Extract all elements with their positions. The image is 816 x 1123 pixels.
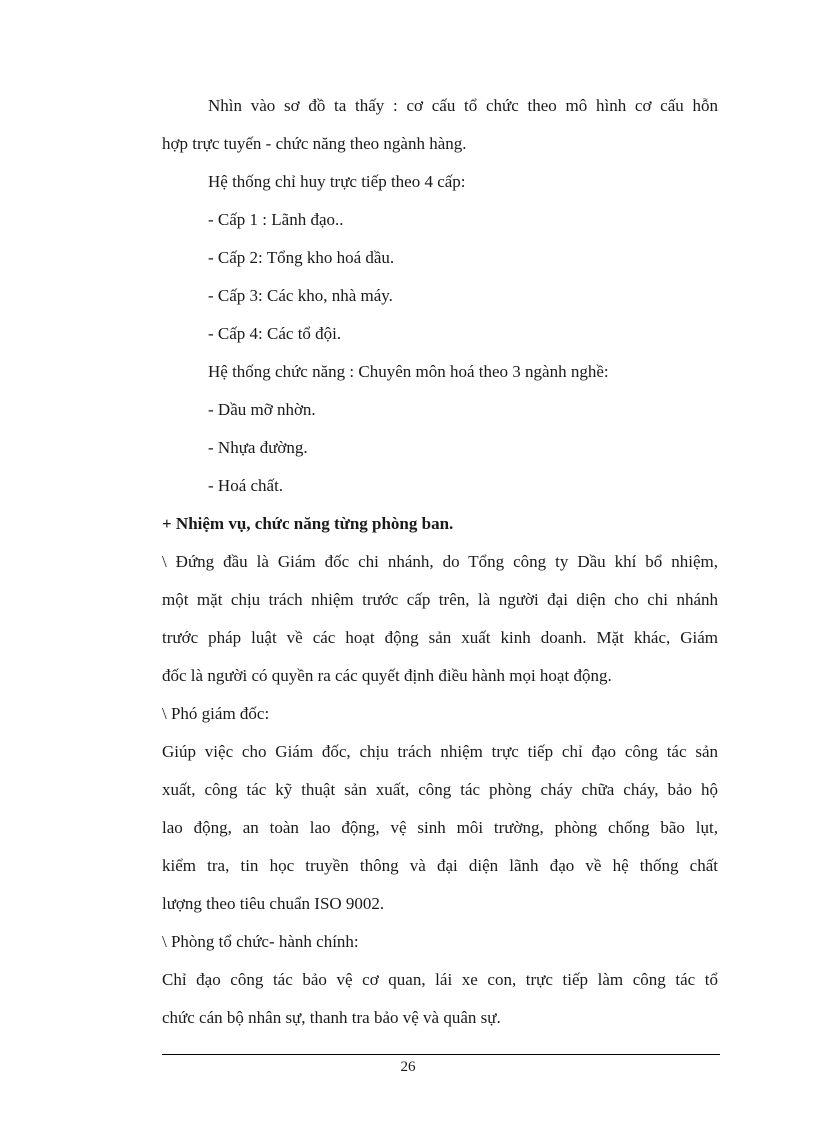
- level-item-3: - Cấp 3: Các kho, nhà máy.: [208, 286, 393, 305]
- footer-rule: [162, 1054, 720, 1055]
- level-item-1: - Cấp 1 : Lãnh đạo..: [208, 210, 344, 229]
- admin-paragraph-line-2: chức cán bộ nhân sự, thanh tra bảo vệ và quân sự.: [162, 1008, 501, 1027]
- deputy-paragraph-line-1: Giúp việc cho Giám đốc, chịu trách nhiệm trực tiếp chỉ đạo công tác sản: [162, 742, 718, 761]
- deputy-heading: \ Phó giám đốc:: [162, 704, 270, 723]
- section-heading: + Nhiệm vụ, chức năng từng phòng ban.: [162, 514, 454, 533]
- structure-intro-line-2: hợp trực tuyến - chức năng theo ngành hàng.: [162, 134, 467, 153]
- director-paragraph-line-4: đốc là người có quyền ra các quyết định điều hành mọi hoạt động.: [162, 666, 612, 685]
- command-heading: Hệ thống chỉ huy trực tiếp theo 4 cấp:: [208, 172, 466, 191]
- deputy-paragraph-line-4: kiểm tra, tin học truyền thông và đại diện lãnh đạo về hệ thống chất: [162, 856, 718, 875]
- admin-paragraph-line-1: Chỉ đạo công tác bảo vệ cơ quan, lái xe con, trực tiếp làm công tác tổ: [162, 970, 718, 989]
- function-heading: Hệ thống chức năng : Chuyên môn hoá theo 3 ngành nghề:: [208, 362, 609, 381]
- level-item-4: - Cấp 4: Các tổ đội.: [208, 324, 342, 343]
- trade-item-2: - Nhựa đường.: [208, 438, 308, 457]
- deputy-paragraph-line-3: lao động, an toàn lao động, vệ sinh môi trường, phòng chống bão lụt,: [162, 818, 718, 837]
- admin-heading: \ Phòng tổ chức- hành chính:: [162, 932, 359, 951]
- director-paragraph-line-2: một mặt chịu trách nhiệm trước cấp trên, là người đại diện cho chi nhánh: [162, 590, 718, 609]
- trade-item-3: - Hoá chất.: [208, 476, 284, 495]
- trade-item-1: - Dầu mỡ nhờn.: [208, 400, 316, 419]
- structure-intro-line-1: Nhìn vào sơ đồ ta thấy : cơ cấu tổ chức theo mô hình cơ cấu hỗn: [208, 96, 718, 115]
- deputy-paragraph-line-5: lượng theo tiêu chuẩn ISO 9002.: [162, 894, 385, 913]
- deputy-paragraph-line-2: xuất, công tác kỹ thuật sản xuất, công tác phòng cháy chữa cháy, bảo hộ: [162, 780, 718, 799]
- level-item-2: - Cấp 2: Tổng kho hoá dầu.: [208, 248, 395, 267]
- page-number: 26: [400, 1059, 416, 1075]
- director-paragraph-line-3: trước pháp luật về các hoạt động sản xuất kinh doanh. Mặt khác, Giám: [162, 628, 718, 647]
- director-paragraph-line-1: \ Đứng đầu là Giám đốc chi nhánh, do Tổng công ty Dầu khí bổ nhiệm,: [162, 552, 718, 571]
